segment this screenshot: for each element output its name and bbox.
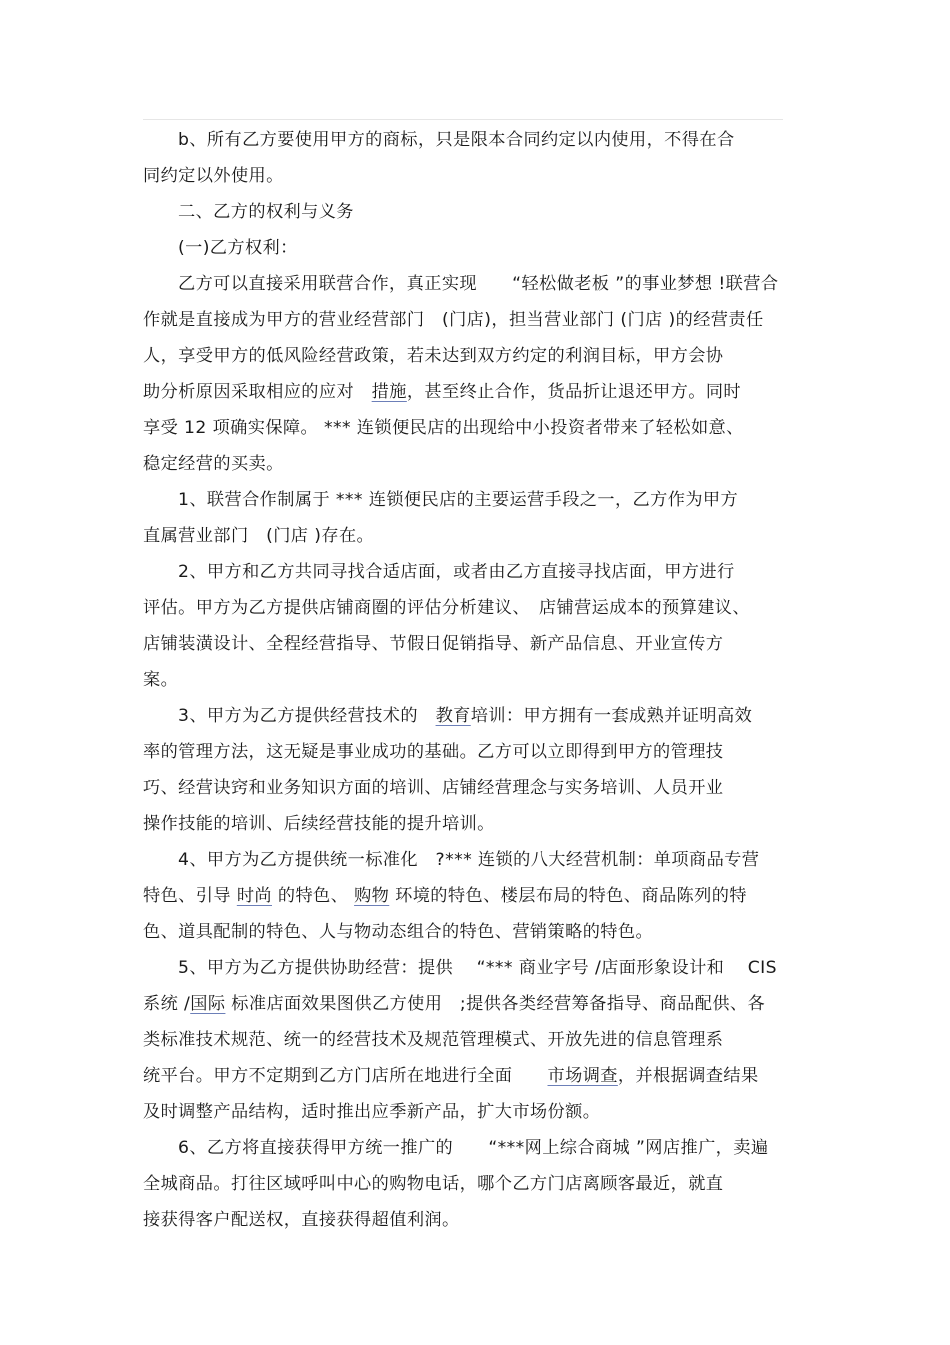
text-line: 5、甲方为乙方提供协助经营：提供 “*** 商业字号 /店面形象设计和 CIS <box>178 958 777 978</box>
subsection-heading: (一)乙方权利： <box>178 238 298 258</box>
section-heading: 二、乙方的权利与义务 <box>178 202 354 222</box>
text-line: 店铺装潢设计、全程经营指导、节假日促销指导、新产品信息、开业宣传方 <box>143 634 724 654</box>
text-line: 人，享受甲方的低风险经营政策，若未达到双方约定的利润目标，甲方会协 <box>143 346 724 366</box>
text-line: 1、联营合作制属于 *** 连锁便民店的主要运营手段之一，乙方作为甲方 <box>178 490 739 510</box>
text-line: 稳定经营的买卖。 <box>143 454 284 474</box>
text-line: 乙方可以直接采用联营合作，真正实现 “轻松做老板 ”的事业梦想 !联营合 <box>178 274 779 294</box>
text-line: 统平台。甲方不定期到乙方门店所在地进行全面 市场调查，并根据调查结果 <box>143 1066 759 1086</box>
text-line: 巧、经营诀窍和业务知识方面的培训、店铺经营理念与实务培训、人员开业 <box>143 778 724 798</box>
hyperlink-word[interactable]: 教育 <box>435 706 471 726</box>
header-rule <box>143 119 783 120</box>
text-line: 色、道具配制的特色、人与物动态组合的特色、营销策略的特色。 <box>143 922 654 942</box>
text-line: 评估。甲方为乙方提供店铺商圈的评估分析建议、 店铺营运成本的预算建议、 <box>143 598 750 618</box>
text-line: b、所有乙方要使用甲方的商标，只是限本合同约定以内使用，不得在合 <box>178 130 735 150</box>
text-line: 操作技能的培训、后续经营技能的提升培训。 <box>143 814 495 834</box>
text-line: 接获得客户配送权，直接获得超值利润。 <box>143 1210 460 1230</box>
text-line: 作就是直接成为甲方的营业经营部门 (门店)，担当营业部门 (门店 )的经营责任 <box>143 310 764 330</box>
text-line: 6、乙方将直接获得甲方统一推广的 “***网上综合商城 ”网店推广，卖遍 <box>178 1138 769 1158</box>
text-line: 享受 12 项确实保障。 *** 连锁便民店的出现给中小投资者带来了轻松如意、 <box>143 418 744 438</box>
text-line: 直属营业部门 (门店 )存在。 <box>143 526 375 546</box>
hyperlink-word[interactable]: 时尚 <box>236 886 272 906</box>
hyperlink-word[interactable]: 国际 <box>190 994 226 1014</box>
text-line: 率的管理方法，这无疑是事业成功的基础。乙方可以立即得到甲方的管理技 <box>143 742 724 762</box>
hyperlink-word[interactable]: 市场调查 <box>547 1066 618 1086</box>
text-line: 4、甲方为乙方提供统一标准化 ?*** 连锁的八大经营机制：单项商品专营 <box>178 850 760 870</box>
text-line: 案。 <box>143 670 179 690</box>
text-line: 助分析原因采取相应的应对 措施，甚至终止合作，货品折让退还甲方。同时 <box>143 382 741 402</box>
text-line: 类标准技术规范、统一的经营技术及规范管理模式、开放先进的信息管理系 <box>143 1030 724 1050</box>
hyperlink-word[interactable]: 购物 <box>354 886 390 906</box>
text-line: 系统 /国际 标准店面效果图供乙方使用 ;提供各类经营筹备指导、商品配供、各 <box>143 994 766 1014</box>
hyperlink-word[interactable]: 措施 <box>371 382 407 402</box>
text-line: 及时调整产品结构，适时推出应季新产品，扩大市场份额。 <box>143 1102 601 1122</box>
text-line: 特色、引导 时尚 的特色、 购物 环境的特色、楼层布局的特色、商品陈列的特 <box>143 886 747 906</box>
text-line: 全城商品。打往区域呼叫中心的购物电话，哪个乙方门店离顾客最近，就直 <box>143 1174 724 1194</box>
text-line: 3、甲方为乙方提供经营技术的 教育培训：甲方拥有一套成熟并证明高效 <box>178 706 753 726</box>
text-line: 2、甲方和乙方共同寻找合适店面，或者由乙方直接寻找店面，甲方进行 <box>178 562 735 582</box>
text-line: 同约定以外使用。 <box>143 166 284 186</box>
